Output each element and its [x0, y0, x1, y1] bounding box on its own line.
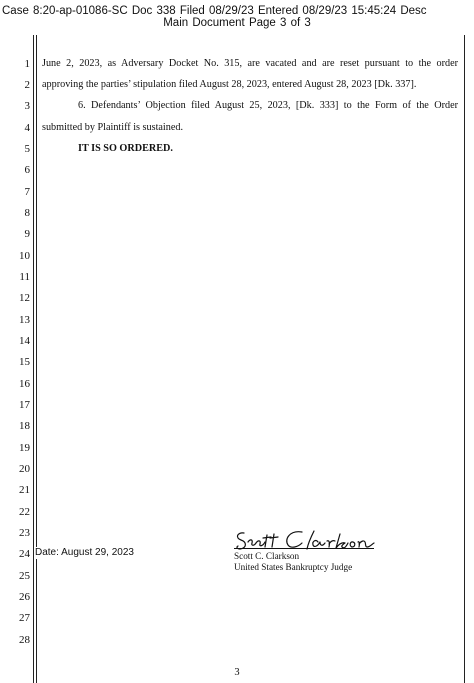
line-number: 22 [19, 506, 30, 518]
line-number: 16 [19, 378, 30, 390]
line-number: 24 [19, 548, 30, 560]
line-number: 2 [24, 79, 30, 91]
signer-name: Scott C. Clarkson [234, 551, 300, 561]
line-number: 19 [19, 442, 30, 454]
body-text-line: June 2, 2023, as Adversary Docket No. 315, are vacated and are reset pursuant to the order [42, 58, 458, 69]
signature-date: Date: August 29, 2023 [35, 547, 134, 558]
line-number: 15 [19, 356, 30, 368]
line-number: 9 [24, 228, 30, 240]
line-number: 3 [24, 100, 30, 112]
line-number: 6 [24, 164, 30, 176]
line-number: 11 [19, 271, 30, 283]
order-statement: IT IS SO ORDERED. [78, 143, 173, 154]
line-number: 18 [19, 420, 30, 432]
signer-block [234, 551, 352, 573]
line-number: 8 [24, 207, 30, 219]
body-text-line: submitted by Plaintiff is sustained. [42, 122, 184, 133]
body-text-line: approving the parties’ stipulation filed August 28, 2023, entered August 28, 2023 [Dk. 337]. [42, 79, 417, 90]
case-header-subline: Main Document Page 3 of 3 [163, 17, 311, 29]
line-number: 27 [19, 612, 30, 624]
line-number: 4 [24, 122, 30, 134]
line-number: 26 [19, 591, 30, 603]
line-number: 17 [19, 399, 30, 411]
line-number: 28 [19, 634, 30, 646]
line-number: 13 [19, 314, 30, 326]
line-number: 21 [19, 484, 30, 496]
line-number: 10 [19, 250, 30, 262]
left-margin-rule-inner [36, 35, 37, 683]
page-number: 3 [234, 667, 240, 678]
left-margin-rule [33, 35, 34, 683]
signature-line [234, 548, 374, 549]
body-text-line: 6. Defendants’ Objection filed August 25, 2023, [Dk. 333] to the Form of the Order [78, 100, 458, 111]
line-number: 12 [19, 292, 30, 304]
line-number: 23 [19, 527, 30, 539]
case-header-line: Case 8:20-ap-01086-SC Doc 338 Filed 08/29/23 Entered 08/29/23 15:45:24 Desc [2, 5, 427, 17]
line-number: 5 [24, 143, 30, 155]
line-number: 14 [19, 335, 30, 347]
line-number: 7 [24, 186, 30, 198]
signer-title: United States Bankruptcy Judge [234, 562, 353, 572]
line-number: 25 [19, 570, 30, 582]
line-number: 1 [24, 58, 30, 70]
line-number: 20 [19, 463, 30, 475]
right-margin-rule [464, 35, 465, 683]
